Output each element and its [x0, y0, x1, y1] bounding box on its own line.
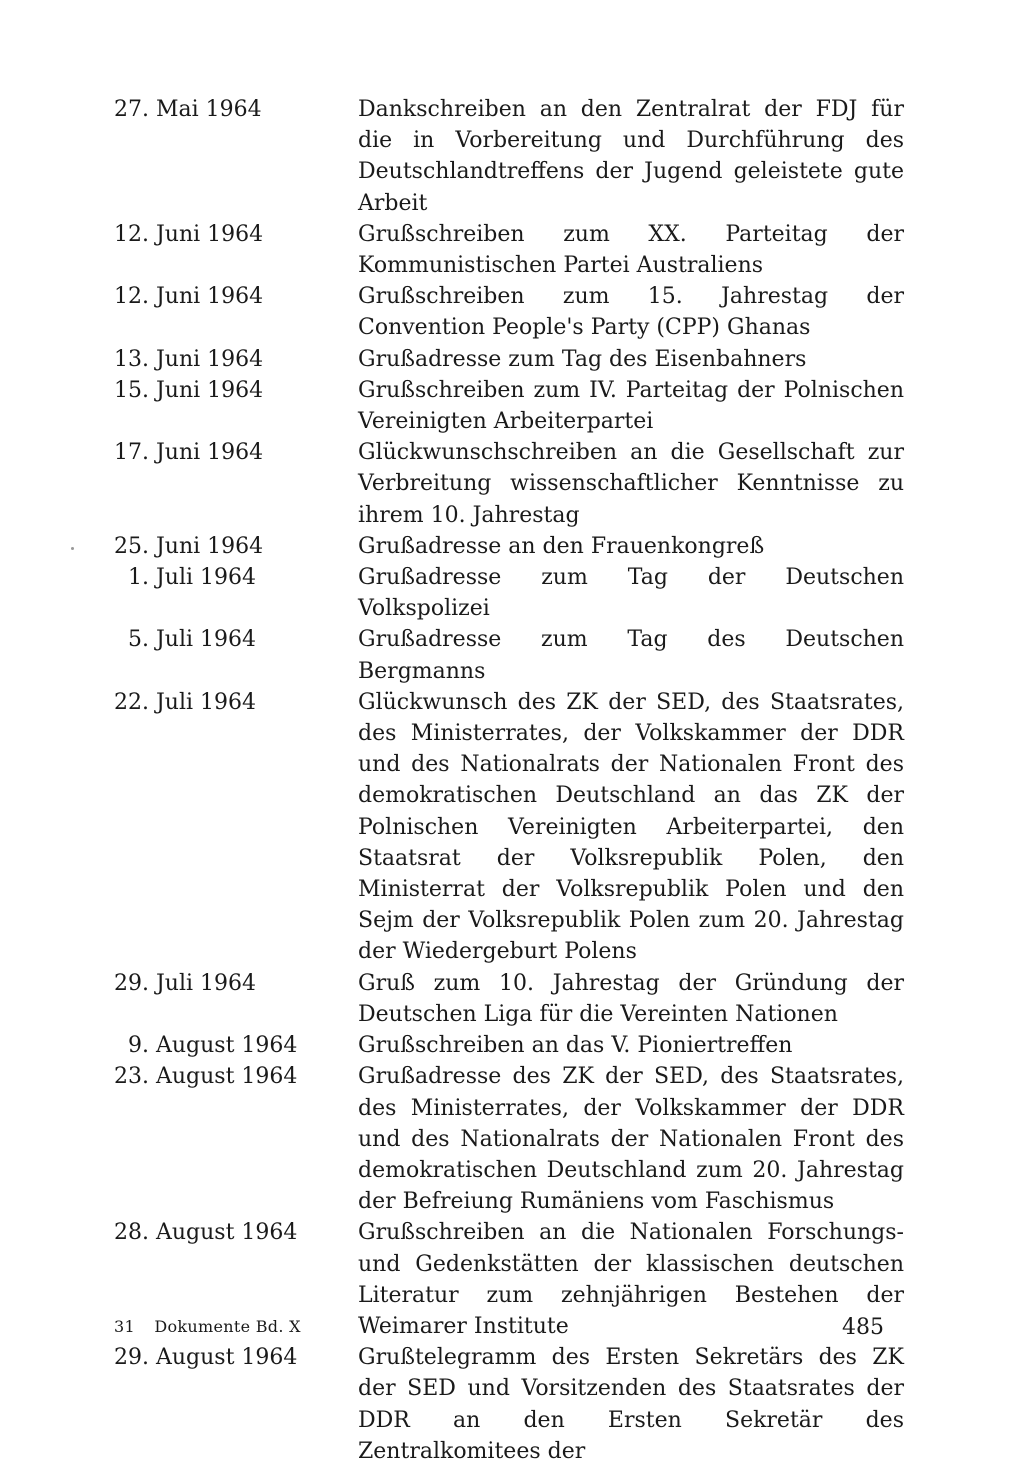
- entry-description: Glückwunschschreiben an die Gesellschaft zur Verbreitung wissenschaftlicher Kenntnisse zu ihrem 10. Jahrestag: [358, 440, 904, 528]
- entry-date: 29. Juli 1964: [114, 970, 257, 996]
- entry-date: 12. Juni 1964: [114, 221, 264, 247]
- chronology-entry: [114, 624, 904, 686]
- entry-date: 9. August 1964: [128, 1033, 298, 1059]
- book-title: Dokumente Bd. X: [154, 1317, 301, 1336]
- entry-date: 27. Mai 1964: [114, 97, 262, 122]
- entry-date: 12. Juni 1964: [114, 284, 264, 310]
- entry-description: Grußschreiben zum IV. Parteitag der Polnischen Vereinigten Arbeiterpartei: [358, 377, 904, 435]
- chronology-entry: [114, 375, 904, 437]
- chronology-list: [114, 94, 904, 1467]
- entry-description: Grußadresse an den Frauenkongreß: [358, 533, 765, 559]
- entry-description: Dankschreiben an den Zentralrat der FDJ für die in Vorbereitung und Durchführung des Deutschlandtreffens der Jugend geleistete gute Arbeit: [358, 97, 904, 216]
- entry-description: Glückwunsch des ZK der SED, des Staatsrates, des Ministerrates, der Volkskammer der DDR und des Nationalrats der Nationalen Front des demokratischen Deutschland an das ZK der Polnischen Vereinigten Arbeiterpartei, den Staatsrat der Volksrepublik Polen, den Ministerrat der Volksrepublik Polen und den Sejm der Volksrepublik Polen zum 20. Jahrestag der Wiedergeburt Polens: [358, 689, 904, 965]
- entry-description: Grußschreiben zum 15. Jahrestag der Convention People's Party (CPP) Ghanas: [358, 284, 904, 341]
- entry-description: Grußtelegramm des Ersten Sekretärs des ZK der SED und Vorsitzenden des Staatsrates der DDR an den Ersten Sekretär des Zentralkomitees der: [358, 1345, 904, 1464]
- entry-date: 25. Juni 1964: [114, 533, 264, 559]
- page-number: 485: [842, 1315, 884, 1340]
- entry-description: Grußadresse des ZK der SED, des Staatsrates, des Ministerrates, der Volkskammer der DDR und des Nationalrats der Nationalen Front des demokratischen Deutschland zum 20. Jahrestag der Befreiung Rumäniens vom Faschismus: [358, 1064, 904, 1215]
- entry-description: Grußadresse zum Tag des Deutschen Bergmanns: [358, 627, 904, 684]
- chronology-entry: [114, 1030, 904, 1061]
- chronology-entry: [114, 562, 904, 624]
- entry-date: 5. Juli 1964: [128, 627, 257, 653]
- chronology-entry: [114, 968, 904, 1030]
- chronology-entry: [114, 1061, 904, 1217]
- sheet-signature: 31: [114, 1317, 135, 1336]
- chronology-entry: [114, 219, 904, 281]
- entry-date: 15. Juni 1964: [114, 377, 264, 403]
- margin-speck: [71, 547, 74, 550]
- chronology-entry: [114, 437, 904, 531]
- entry-date: 23. August 1964: [114, 1064, 298, 1090]
- entry-date: 29. August 1964: [114, 1345, 298, 1371]
- chronology-entry: [114, 281, 904, 343]
- entry-description: Grußschreiben an die Nationalen Forschungs- und Gedenkstätten der klassischen deutschen Literatur zum zehnjährigen Bestehen der Weimarer Institute: [358, 1220, 904, 1339]
- chronology-entry: [114, 687, 904, 968]
- chronology-entry: [114, 531, 904, 562]
- chronology-entry: [114, 94, 904, 219]
- entry-date: 22. Juli 1964: [114, 689, 257, 715]
- chronology-entry: [114, 344, 904, 375]
- entry-description: Gruß zum 10. Jahrestag der Gründung der Deutschen Liga für die Vereinten Nationen: [358, 970, 904, 1027]
- entry-date: 13. Juni 1964: [114, 346, 264, 372]
- entry-description: Grußschreiben zum XX. Parteitag der Kommunistischen Partei Australiens: [358, 221, 904, 279]
- entry-description: Grußadresse zum Tag des Eisenbahners: [358, 346, 807, 372]
- entry-date: 1. Juli 1964: [128, 565, 257, 591]
- printer-signature-line: [114, 1317, 301, 1337]
- chronology-entry: [114, 1342, 904, 1467]
- entry-date: 17. Juni 1964: [114, 440, 264, 466]
- entry-date: 28. August 1964: [114, 1220, 298, 1246]
- entry-description: Grußadresse zum Tag der Deutschen Volkspolizei: [358, 565, 904, 622]
- entry-description: Grußschreiben an das V. Pioniertreffen: [358, 1033, 793, 1059]
